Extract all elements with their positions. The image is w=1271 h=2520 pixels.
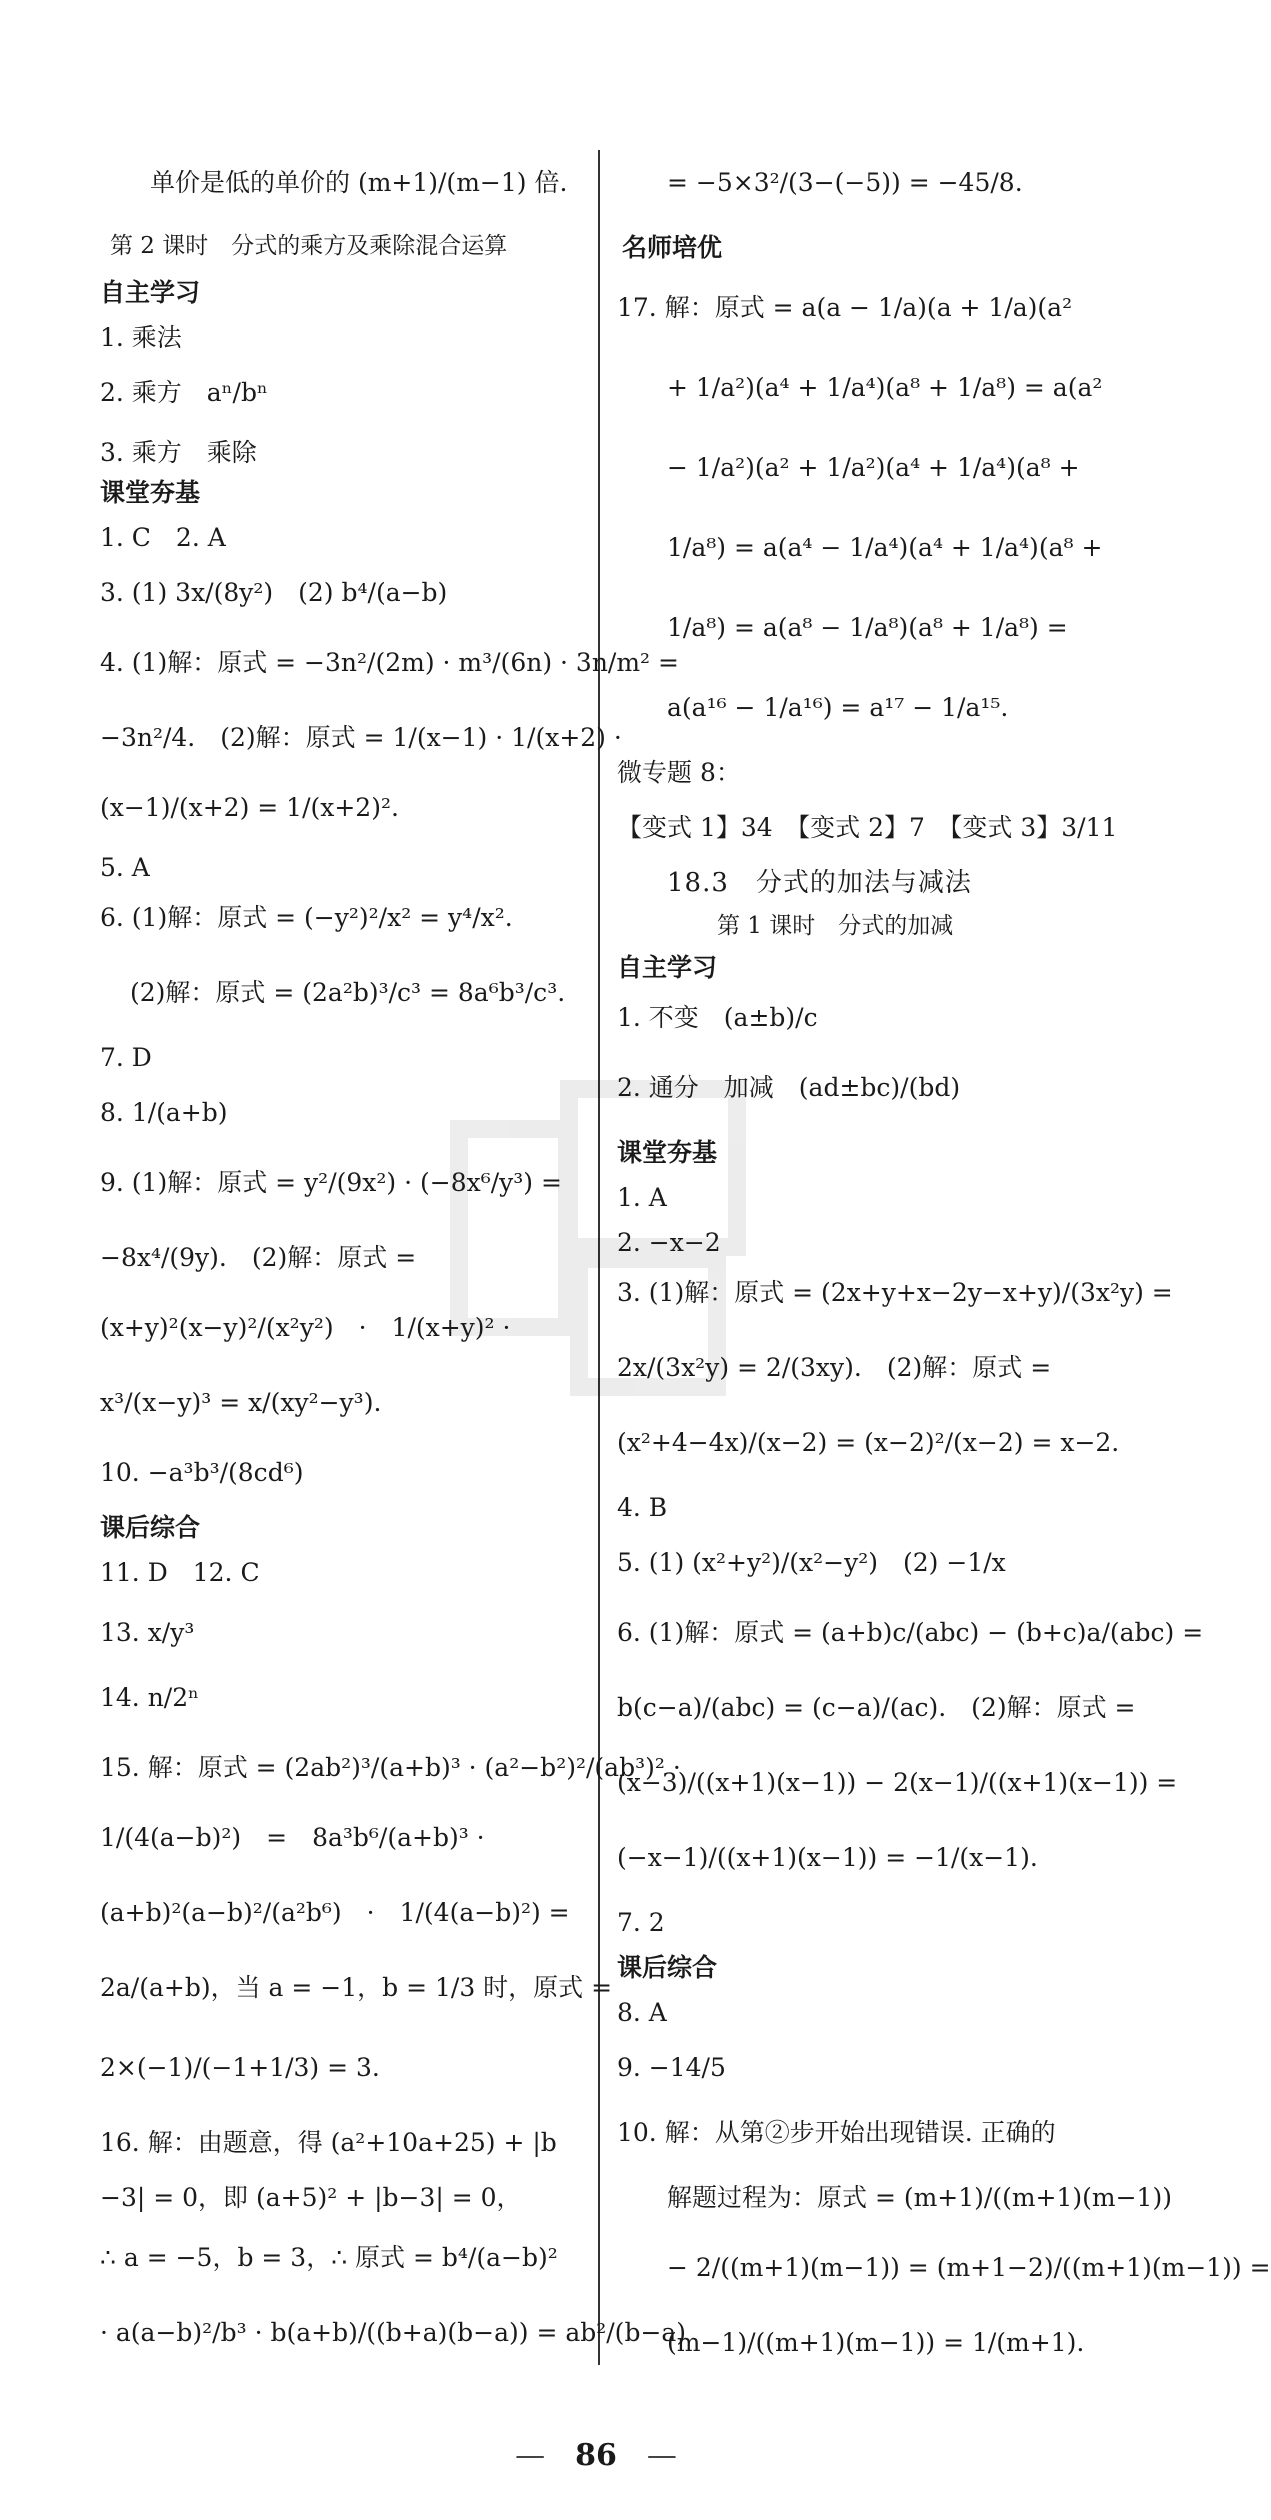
- answer-line: − 2/((m+1)(m−1)) = (m+1−2)/((m+1)(m−1)) =: [667, 2253, 1271, 2282]
- answer-line: 1/a⁸) = a(a⁸ − 1/a⁸)(a⁸ + 1/a⁸) =: [667, 613, 1068, 642]
- answer-line: 2. 通分 加减 (ad±bc)/(bd): [617, 1073, 961, 1102]
- answer-line: (x²+4−4x)/(x−2) = (x−2)²/(x−2) = x−2.: [617, 1428, 1120, 1457]
- section-heading: 名师培优: [622, 233, 723, 262]
- answer-line: (m−1)/((m+1)(m−1)) = 1/(m+1).: [667, 2328, 1085, 2357]
- answer-line: 1/(4(a−b)²) = 8a³b⁶/(a+b)³ ·: [100, 1823, 485, 1852]
- answer-line: 单价是低的单价的 (m+1)/(m−1) 倍.: [150, 168, 568, 197]
- section-heading: 自主学习: [100, 278, 201, 307]
- section-heading: 课后综合: [617, 1953, 718, 1982]
- answer-line: (−x−1)/((x+1)(x−1)) = −1/(x−1).: [617, 1843, 1038, 1872]
- answer-line: 1. 乘法: [100, 323, 182, 352]
- section-heading: 课后综合: [100, 1513, 201, 1542]
- lesson-title: 第 1 课时 分式的加减: [717, 913, 954, 939]
- answer-line: 3. (1) 3x/(8y²) (2) b⁴/(a−b): [100, 578, 448, 607]
- answer-line: 7. D: [100, 1043, 152, 1072]
- answer-line: (2)解：原式 = (2a²b)³/c³ = 8a⁶b³/c³.: [130, 978, 566, 1007]
- lesson-title: 18.3 分式的加法与减法: [667, 868, 972, 898]
- answer-line: − 1/a²)(a² + 1/a²)(a⁴ + 1/a⁴)(a⁸ +: [667, 453, 1080, 482]
- answer-line: 11. D 12. C: [100, 1558, 260, 1587]
- answer-line: = −5×3²/(3−(−5)) = −45/8.: [667, 168, 1023, 197]
- answer-line: 5. (1) (x²+y²)/(x²−y²) (2) −1/x: [617, 1548, 1006, 1577]
- answer-line: 【变式 1】34 【变式 2】7 【变式 3】3/11: [617, 813, 1118, 842]
- answer-line: 17. 解：原式 = a(a − 1/a)(a + 1/a)(a²: [617, 293, 1073, 322]
- answer-line: 15. 解：原式 = (2ab²)³/(a+b)³ · (a²−b²)²/(ab³)² ·: [100, 1753, 681, 1782]
- page-number: — 86 —: [515, 2438, 677, 2473]
- answer-line: 8. A: [617, 1998, 667, 2027]
- answer-line: 4. B: [617, 1493, 668, 1522]
- answer-line: x³/(x−y)³ = x/(xy²−y³).: [100, 1388, 382, 1417]
- answer-line: 13. x/y³: [100, 1618, 195, 1647]
- answer-line: 7. 2: [617, 1908, 665, 1937]
- answer-line: 14. n/2ⁿ: [100, 1683, 199, 1712]
- answer-line: 2. −x−2: [617, 1228, 721, 1257]
- answer-line: 4. (1)解：原式 = −3n²/(2m) · m³/(6n) · 3n/m² =: [100, 648, 679, 677]
- answer-line: 10. −a³b³/(8cd⁶): [100, 1458, 304, 1487]
- answer-line: 6. (1)解：原式 = (−y²)²/x² = y⁴/x².: [100, 903, 513, 932]
- answer-line: 2. 乘方 aⁿ/bⁿ: [100, 378, 268, 407]
- answer-line: 3. (1)解：原式 = (2x+y+x−2y−x+y)/(3x²y) =: [617, 1278, 1173, 1307]
- answer-line: 9. −14/5: [617, 2053, 726, 2082]
- answer-line: 3. 乘方 乘除: [100, 438, 257, 467]
- lesson-title: 第 2 课时 分式的乘方及乘除混合运算: [110, 233, 508, 259]
- section-heading: 课堂夯基: [617, 1138, 718, 1167]
- answer-line: (x−3)/((x+1)(x−1)) − 2(x−1)/((x+1)(x−1)) =: [617, 1768, 1178, 1797]
- answer-line: 10. 解：从第②步开始出现错误. 正确的: [617, 2118, 1056, 2147]
- answer-line: 6. (1)解：原式 = (a+b)c/(abc) − (b+c)a/(abc) =: [617, 1618, 1204, 1647]
- answer-line: 9. (1)解：原式 = y²/(9x²) · (−8x⁶/y³) =: [100, 1168, 562, 1197]
- answer-line: b(c−a)/(abc) = (c−a)/(ac). (2)解：原式 =: [617, 1693, 1136, 1722]
- answer-line: 16. 解：由题意，得 (a²+10a+25) + |b: [100, 2128, 557, 2157]
- answer-line: (x−1)/(x+2) = 1/(x+2)².: [100, 793, 399, 822]
- answer-line: + 1/a²)(a⁴ + 1/a⁴)(a⁸ + 1/a⁸) = a(a²: [667, 373, 1103, 402]
- answer-line: −3n²/4. (2)解：原式 = 1/(x−1) · 1/(x+2) ·: [100, 723, 622, 752]
- answer-line: · a(a−b)²/b³ · b(a+b)/((b+a)(b−a)) = ab²/(b−a): [100, 2318, 687, 2347]
- answer-line: (x+y)²(x−y)²/(x²y²) · 1/(x+y)² ·: [100, 1313, 511, 1342]
- answer-line: 2×(−1)/(−1+1/3) = 3.: [100, 2053, 380, 2082]
- page-number-value: 86: [575, 2438, 617, 2473]
- answer-line: 微专题 8：: [617, 758, 741, 787]
- answer-line: 2x/(3x²y) = 2/(3xy). (2)解：原式 =: [617, 1353, 1052, 1382]
- answer-line: −3| = 0，即 (a+5)² + |b−3| = 0，: [100, 2183, 522, 2212]
- answer-line: 5. A: [100, 853, 150, 882]
- section-heading: 自主学习: [617, 953, 718, 982]
- section-heading: 课堂夯基: [100, 478, 201, 507]
- answer-line: (a+b)²(a−b)²/(a²b⁶) · 1/(4(a−b)²) =: [100, 1898, 570, 1927]
- answer-line: −8x⁴/(9y). (2)解：原式 =: [100, 1243, 417, 1272]
- answer-line: 8. 1/(a+b): [100, 1098, 228, 1127]
- answer-line: 1. 不变 (a±b)/c: [617, 1003, 818, 1032]
- answer-line: ∴ a = −5，b = 3，∴ 原式 = b⁴/(a−b)²: [100, 2243, 558, 2272]
- answer-line: 1/a⁸) = a(a⁴ − 1/a⁴)(a⁴ + 1/a⁴)(a⁸ +: [667, 533, 1103, 562]
- answer-line: 1. A: [617, 1183, 667, 1212]
- answer-line: 解题过程为：原式 = (m+1)/((m+1)(m−1)): [667, 2183, 1172, 2212]
- answer-line: 1. C 2. A: [100, 523, 226, 552]
- answer-line: a(a¹⁶ − 1/a¹⁶) = a¹⁷ − 1/a¹⁵.: [667, 693, 1009, 722]
- answer-line: 2a/(a+b)，当 a = −1，b = 1/3 时，原式 =: [100, 1973, 613, 2002]
